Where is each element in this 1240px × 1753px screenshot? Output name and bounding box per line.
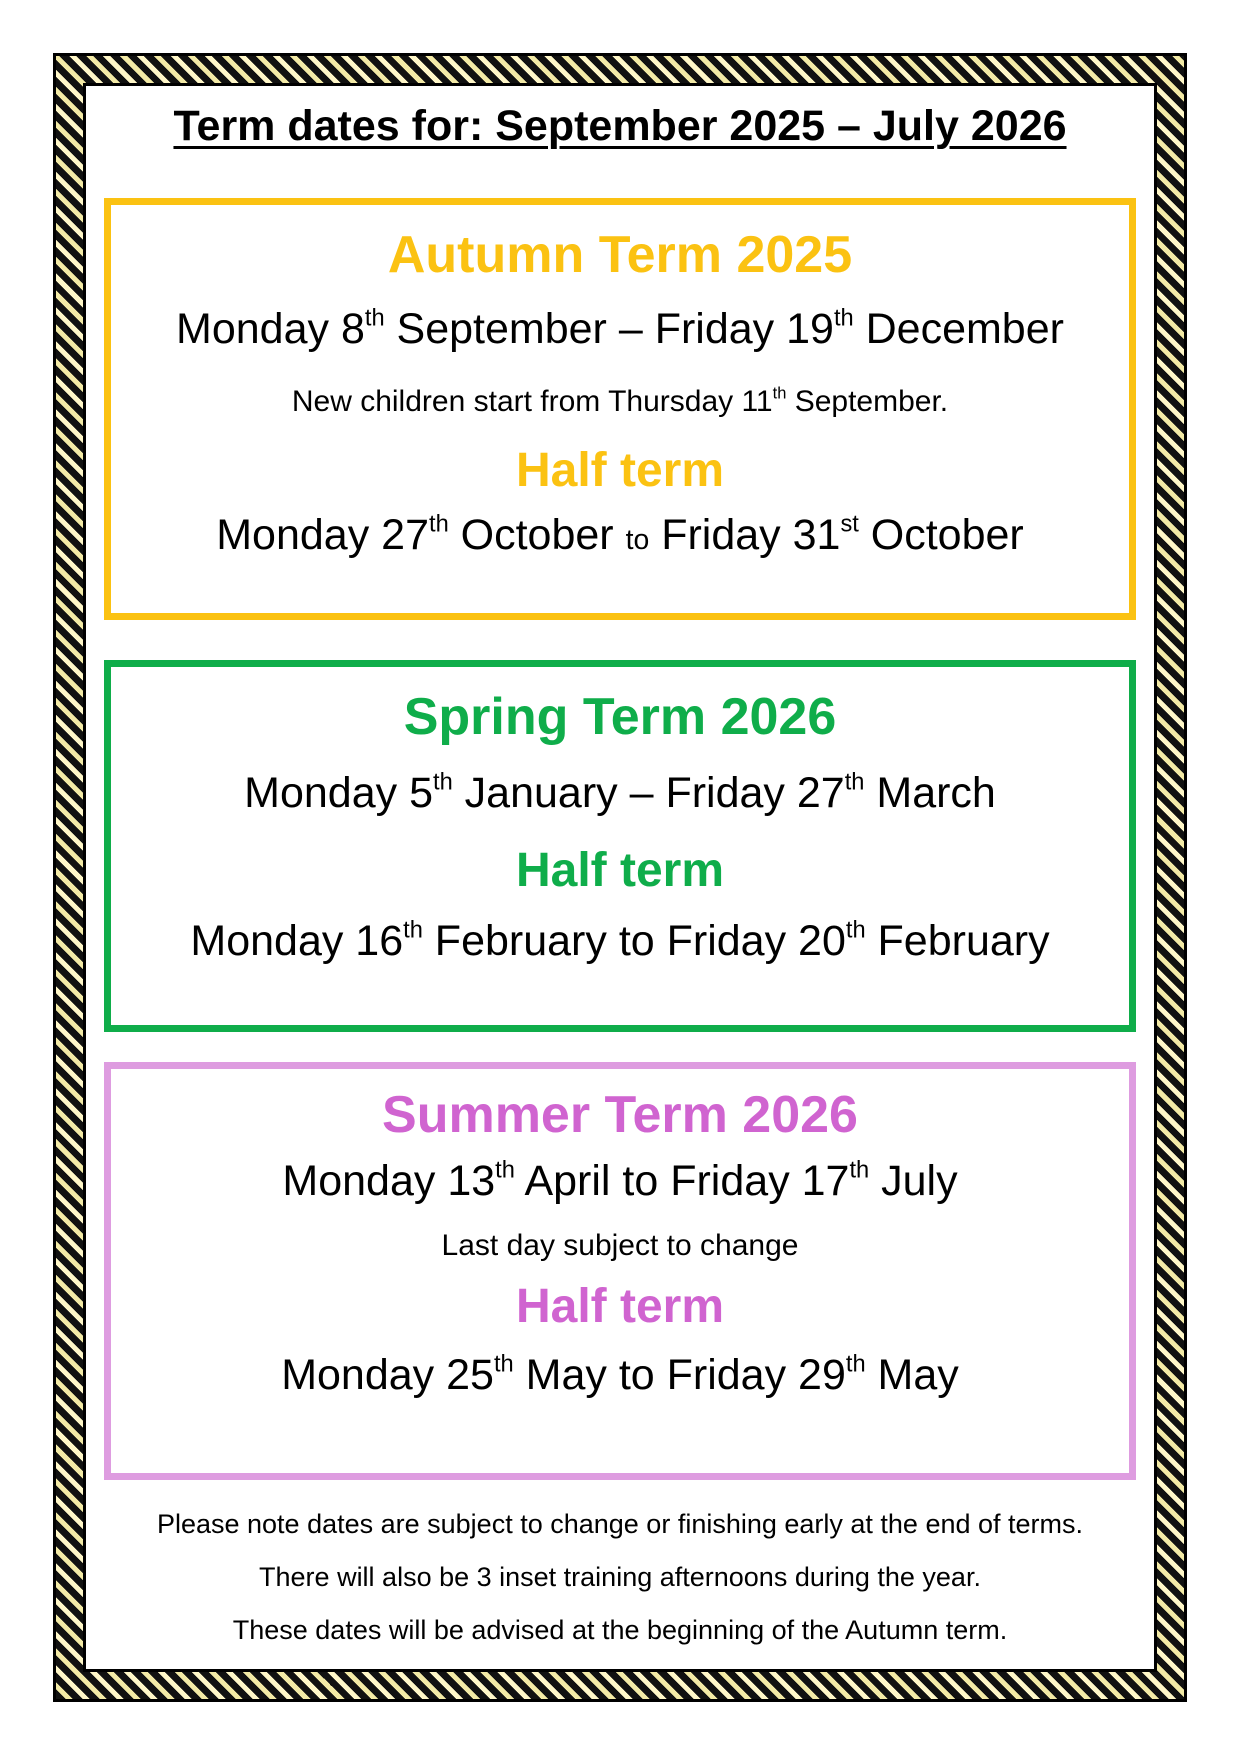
autumn-term-box [104, 198, 1136, 620]
autumn-half-term-heading: Half term [515, 444, 725, 497]
spring-term-box [104, 660, 1136, 1032]
footer-note-advised: These dates will be advised at the beginning of the Autumn term. [232, 1615, 1008, 1645]
summer-term-dates: Monday 13th April to Friday 17th July [282, 1157, 958, 1205]
autumn-new-children-note: New children start from Thursday 11th September. [291, 384, 949, 418]
spring-term-heading: Spring Term 2026 [403, 688, 837, 746]
page-title: Term dates for: September 2025 – July 2026 [173, 102, 1067, 150]
autumn-term-heading: Autumn Term 2025 [387, 226, 853, 284]
autumn-term-dates: Monday 8th September – Friday 19th December [176, 305, 1064, 353]
summer-last-day-note: Last day subject to change [441, 1229, 799, 1262]
autumn-half-term-dates: Monday 27th October to Friday 31st October [216, 511, 1024, 559]
summer-half-term-dates: Monday 25th May to Friday 29th May [281, 1351, 959, 1399]
spring-half-term-dates: Monday 16th February to Friday 20th February [190, 917, 1050, 965]
summer-half-term-heading: Half term [515, 1280, 725, 1333]
spring-half-term-heading: Half term [515, 844, 725, 897]
footer-note-changes: Please note dates are subject to change or finishing early at the end of terms. [156, 1509, 1084, 1539]
summer-term-box [104, 1062, 1136, 1480]
footer-note-inset-training: There will also be 3 inset training afternoons during the year. [259, 1562, 981, 1592]
summer-term-heading: Summer Term 2026 [382, 1086, 858, 1144]
spring-term-dates: Monday 5th January – Friday 27th March [244, 769, 996, 817]
